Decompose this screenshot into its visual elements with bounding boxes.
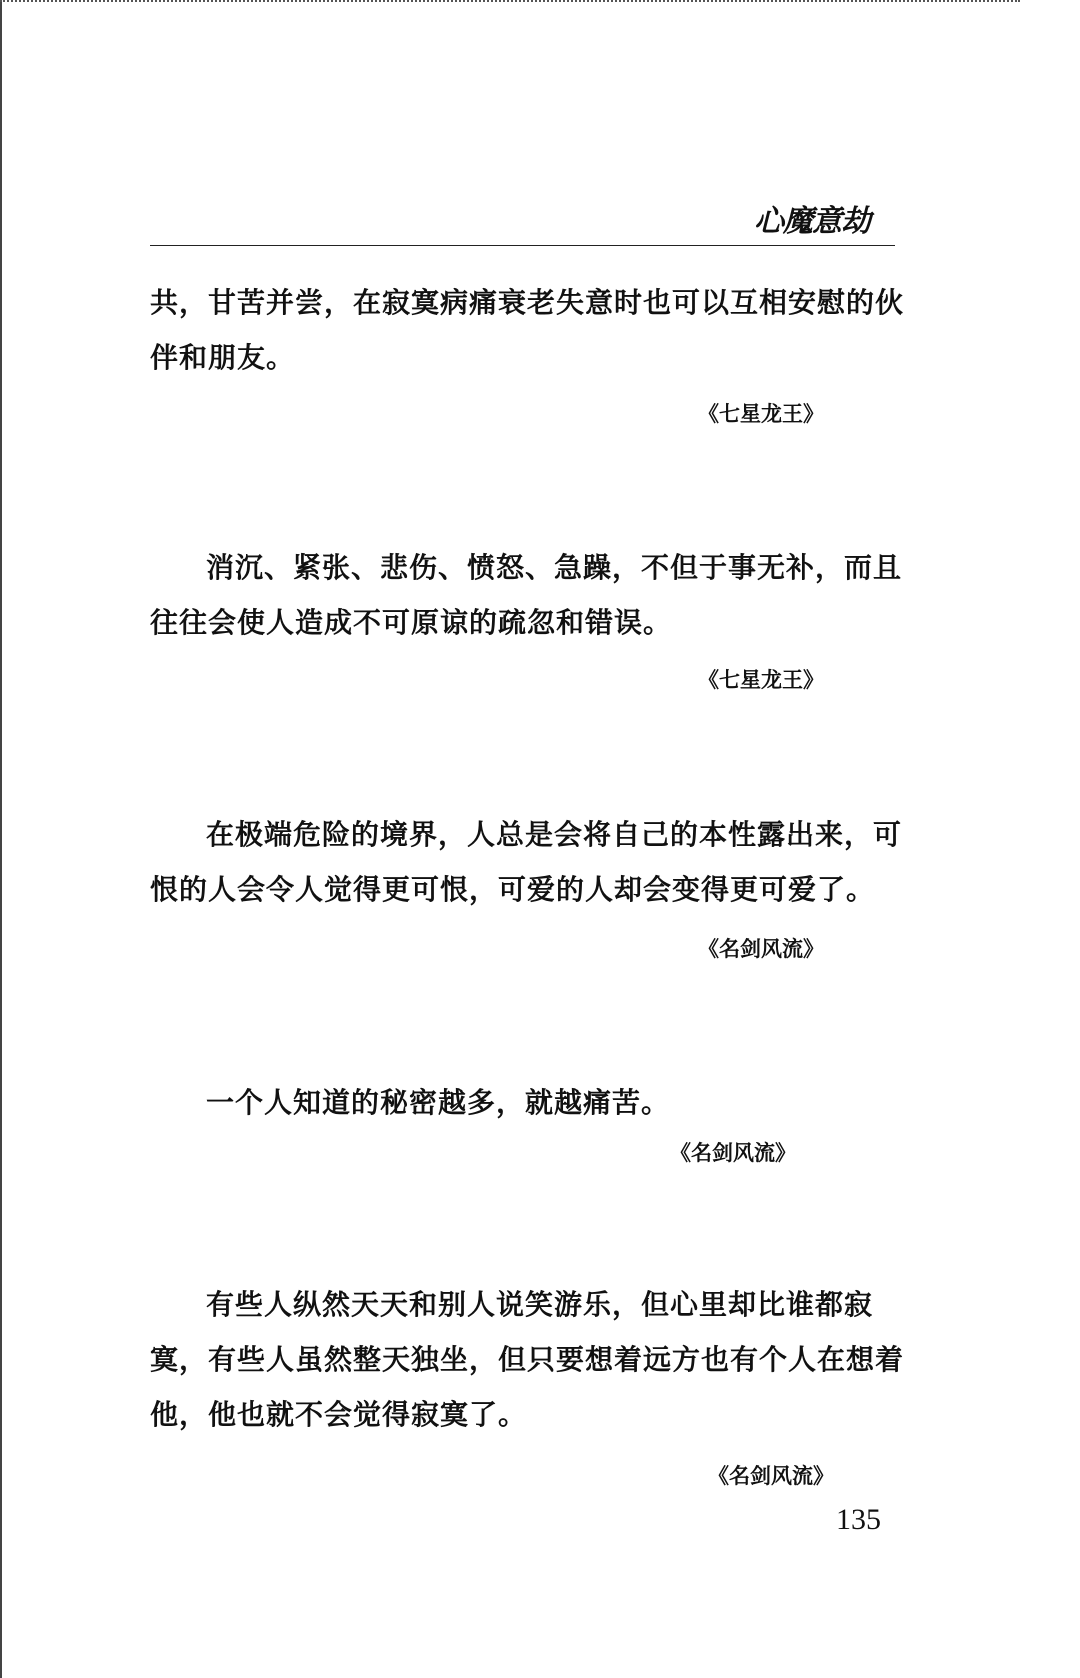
quote-text: 消沉、紧张、悲伤、愤怒、急躁，不但于事无补，而且往往会使人造成不可原谅的疏忽和错误。 — [150, 551, 903, 639]
page-number: 135 — [836, 1503, 881, 1536]
quote-source: 《七星龙王》 — [698, 402, 824, 426]
quote-text: 有些人纵然天天和别人说笑游乐，但心里却比谁都寂寞，有些人虽然整天独坐，但只要想着远方也有个人在想着他，他也就不会觉得寂寞了。 — [150, 1288, 905, 1431]
quote-source: 《名剑风流》 — [708, 1464, 834, 1488]
quote-source: 《名剑风流》 — [670, 1141, 796, 1165]
quote-source: 《名剑风流》 — [698, 937, 824, 961]
page-left-edge — [0, 0, 2, 1678]
header-rule — [150, 245, 895, 246]
running-title: 心魔意劫 — [754, 204, 870, 239]
quote-text: 共，甘苦并尝，在寂寞病痛衰老失意时也可以互相安慰的伙伴和朋友。 — [150, 286, 905, 374]
quote-source: 《七星龙王》 — [698, 668, 824, 692]
quote-text: 在极端危险的境界，人总是会将自己的本性露出来，可恨的人会令人觉得更可恨，可爱的人却会变得更可爱了。 — [150, 818, 903, 906]
quote-text: 一个人知道的秘密越多，就越痛苦。 — [206, 1086, 671, 1119]
page-top-edge — [0, 0, 1020, 5]
